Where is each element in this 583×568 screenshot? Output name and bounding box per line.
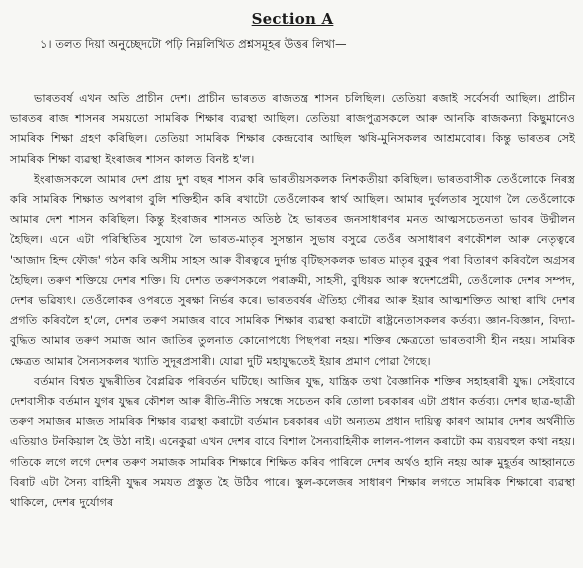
paragraph-3: বৰ্তমান বিশ্বত যুদ্ধৰীতিৰ বৈপ্লৱিক পৰিবৰ্তন ঘটিছে। আজিৰ যুদ্ধ, যান্ত্ৰিক তথা বৈজ্ঞানিক শক্তিৰ সহাহৰাৰী যুদ্ধ। সেইবাবে দেশবাসীক বৰ্তমান যুগৰ যুদ্ধৰ কৌশল আৰু ৰীতি-নীতি সম্বন্ধে সচেতন কৰি তোলা চৰকাৰৰ এটা প্ৰধান কৰ্তব্য। দেশৰ ছাত্ৰ-ছাত্ৰী তৰুণ সমাজৰ মাজত সামৰিক শিক্ষাৰ ব্যৱস্থা কৰাটো বৰ্তমান চৰকাৰৰ এটা অন্যতম প্ৰধান দায়িত্ব কাৰণ আমাৰ দেশৰ অৰ্থনীতি এতিয়াও টনকিয়াল হৈ উঠা নাই। এনেকুৱা এখন দেশৰ বাবে বিশাল সৈন্যবাহিনীক লালন-পালন কৰাটো কম ব্যয়বহুল কথা নহয়। গতিকে লগে লগে দেশৰ তৰুণ সমাজক সামৰিক শিক্ষাৰে শিক্ষিত কৰিব পাৰিলে দেশৰ অৰ্থও হানি নহয় আৰু মুহূৰ্তৰ আহ্বানতে বিৰাট এটা সৈন্য বাহিনী যুদ্ধৰ সমযত প্ৰস্তুত হৈ উঠিব পাৰে। স্কুল-কলেজৰ সাধাৰণ শিক্ষাৰ লগতে সামৰিক শিক্ষাৰো ব্যৱস্থা থাকিলে, দেশৰ দুৰ্যোগৰ (10, 374, 575, 510)
paragraph-2: ইংৰাজসকলে আমাৰ দেশ প্ৰায় দুশ বছৰ শাসন কৰি ভাৰতীয়সকলক নিশকতীয়া কৰিছিল। ভাৰতবাসীক তেওঁলোকে নিৰস্ত্ৰ কৰি সামৰিক শিক্ষাত অপৰাগ বুলি শক্তিহীন কৰি ৰখাটো তেওঁলোকৰ স্বাৰ্থ আছিল। আমাৰ দুৰ্বলতাৰ সুযোগ লৈ তেওঁলোকে আমাৰ দেশ শাসন কৰিছিল। কিন্তু ইংৰাজৰ শাসনত অতিষ্ঠ হৈ ভাৰতৰ জনসাধাৰণৰ মনত আত্মসচেতনতা ভাবৰ উদ্মীলন হৈছিল। এনে এটা পৰিস্থিতিৰ সুযোগ লৈ ভাৰত-মাতৃৰ সুসন্তান সুভাষ বসুৱে তেওঁৰ অসাধাৰণ ৰণকৌশল আৰু নেতৃত্বৰে 'আজাদ হিন্দ ফৌজ' গঠন কৰি অসীম সাহস আৰু বীৰত্বৰে দুৰ্দান্ত বৃটিছসকলক ভাৰত মাতৃৰ বুকুৰ পৰা বিতাৰণ কৰিবলৈ অগ্ৰসৰ হৈছিল। তৰুণ শক্তিয়ে দেশৰ শক্তি। যি দেশত তৰুণসকলে পৰাক্ৰমী, সাহসী, বুধিয়ক আৰু স্বদেশপ্ৰেমী, তেওঁলোক দেশৰ সম্পদ, দেশৰ ভৱিষ্যৎ। তেওঁলোকৰ ওপৰতে সুৰক্ষা নিৰ্ভৰ কৰে। ভাৰতবৰ্ষৰ ঐতিহ্য গৌৰৱ আৰু ইয়াৰ আত্মশক্তিত আস্থা ৰাখি দেশৰ প্ৰগতি কৰিবলৈ হ'লে, দেশৰ তৰুণ সমাজৰ বাবে সামৰিক শিক্ষাৰ ব্যৱস্থা কৰাটো ৰাষ্ট্ৰনেতাসকলৰ কৰ্তব্য। জ্ঞান-বিজ্ঞান, বিদ্যা-বুদ্ধিত আমাৰ তৰুণ সমাজ আন জাতিৰ তুলনাত কোনোপধ্যে পিছপৰা নহয়। শক্তিৰ ক্ষেত্ৰতো ভাৰতবাসী হীন নহয়। সামৰিক ক্ষেত্ৰত আমাৰ সৈন্যসকলৰ খ্যাতি সুদূৰপ্ৰসাৰী। যোৱা দুটি মহাযুদ্ধতেই ইয়াৰ প্ৰমাণ পোৱা গৈছে। (10, 172, 575, 368)
passage-body (10, 89, 575, 513)
question-prompt: ১। তলত দিয়া অনুচ্ছেদটো পঢ়ি নিম্নলিখিত প্ৰশ্নসমূহৰ উত্তৰ লিখা— (40, 37, 347, 51)
paragraph-1: ভাৰতবৰ্ষ এখন অতি প্ৰাচীন দেশ। প্ৰাচীন ভাৰতত ৰাজতন্ত্ৰ শাসন চলিছিল। তেতিয়া ৰজাই সৰ্বেসৰ্বা আছিল। প্ৰাচীন ভাৰতৰ ৰাজ শাসনৰ সময়তো সামৰিক শিক্ষাৰ ব্যৱস্থা আছিল। তেতিয়া ৰাজপুত্ৰসকলে আৰু আনকি ৰাজকন্যা কিছুমানেও সামৰিক শিক্ষা গ্ৰহণ কৰিছিল। তেতিয়া সামৰিক শিক্ষাৰ কেন্দ্ৰবোৰ আছিল ঋষি-মুনিসকলৰ আশ্ৰমবোৰ। কিন্তু ভাৰতৰ সেই সামৰিক শিক্ষা ব্যৱস্থা ইংৰাজৰ শাসন কালত বিনষ্ট হ'ল। (10, 92, 575, 166)
section-heading: Section A (251, 10, 334, 28)
